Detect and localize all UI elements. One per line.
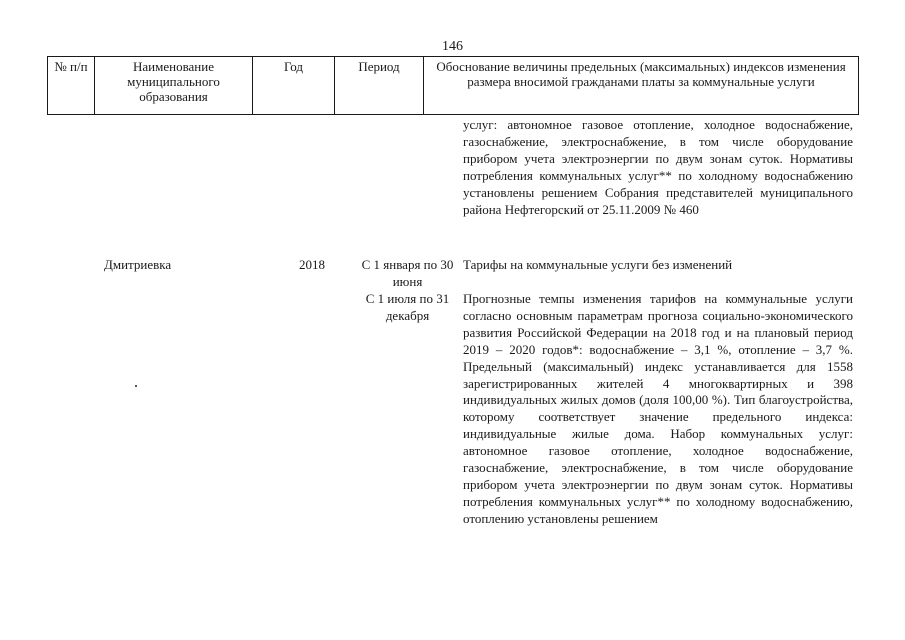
table-header xyxy=(47,56,859,115)
justification-second-half: Прогнозные темпы изменения тарифов на коммунальные услуги согласно основным параметрам прогноза социально-экономического развития Российской Федерации на 2018 год и на плановый период 2019 – 2020 годов*: водоснабжение – 3,1 %, отопление – 3,7 %. Предельный (максимальный) индекс устанавливается для 1558 зарегистрированных жителей 4 многоквартирных и 398 индивидуальных жилых домов (доля 100,00 %). Тип благоустройства, которому соответствует значение предельного индекса: индивидуальные жилые дома. Набор коммунальных услуг: автономное газовое отопление, холодное водоснабжение, газоснабжение, электроснабжение, в том числе оборудование прибором учета электроэнергии по двум зонам суток. Нормативы потребления коммунальных услуг** по холодному водоснабжению, отоплению установлены решением xyxy=(463,291,853,526)
header-municipality-name: Наименование муниципального образования xyxy=(95,57,253,115)
justification-first-half: Тарифы на коммунальные услуги без изменений xyxy=(463,257,733,272)
header-period: Период xyxy=(335,57,424,115)
header-year: Год xyxy=(253,57,335,115)
header-justification: Обоснование величины предельных (максимальных) индексов изменения размера вносимой гражданами платы за коммунальные услуги xyxy=(424,57,859,115)
period-first-half: С 1 января по 30 июня xyxy=(361,257,454,289)
scan-speck xyxy=(135,385,137,387)
municipality-name: Дмитриевка xyxy=(104,257,172,272)
header-number: № п/п xyxy=(48,57,95,115)
year-value: 2018 xyxy=(299,257,325,272)
period-second-half: С 1 июля по 31 декабря xyxy=(365,291,450,323)
continuation-justification-text: услуг: автономное газовое отопление, холодное водоснабжение, газоснабжение, электроснабжение, в том числе оборудование прибором учета электроэнергии по двум зонам суток. Нормативы потребления коммунальных услуг** по холодному водоснабжению установлены решением Собрания представителей муниципального района Нефтегорский от 25.11.2009 № 460 xyxy=(463,117,853,217)
page-number: 146 xyxy=(442,39,463,54)
